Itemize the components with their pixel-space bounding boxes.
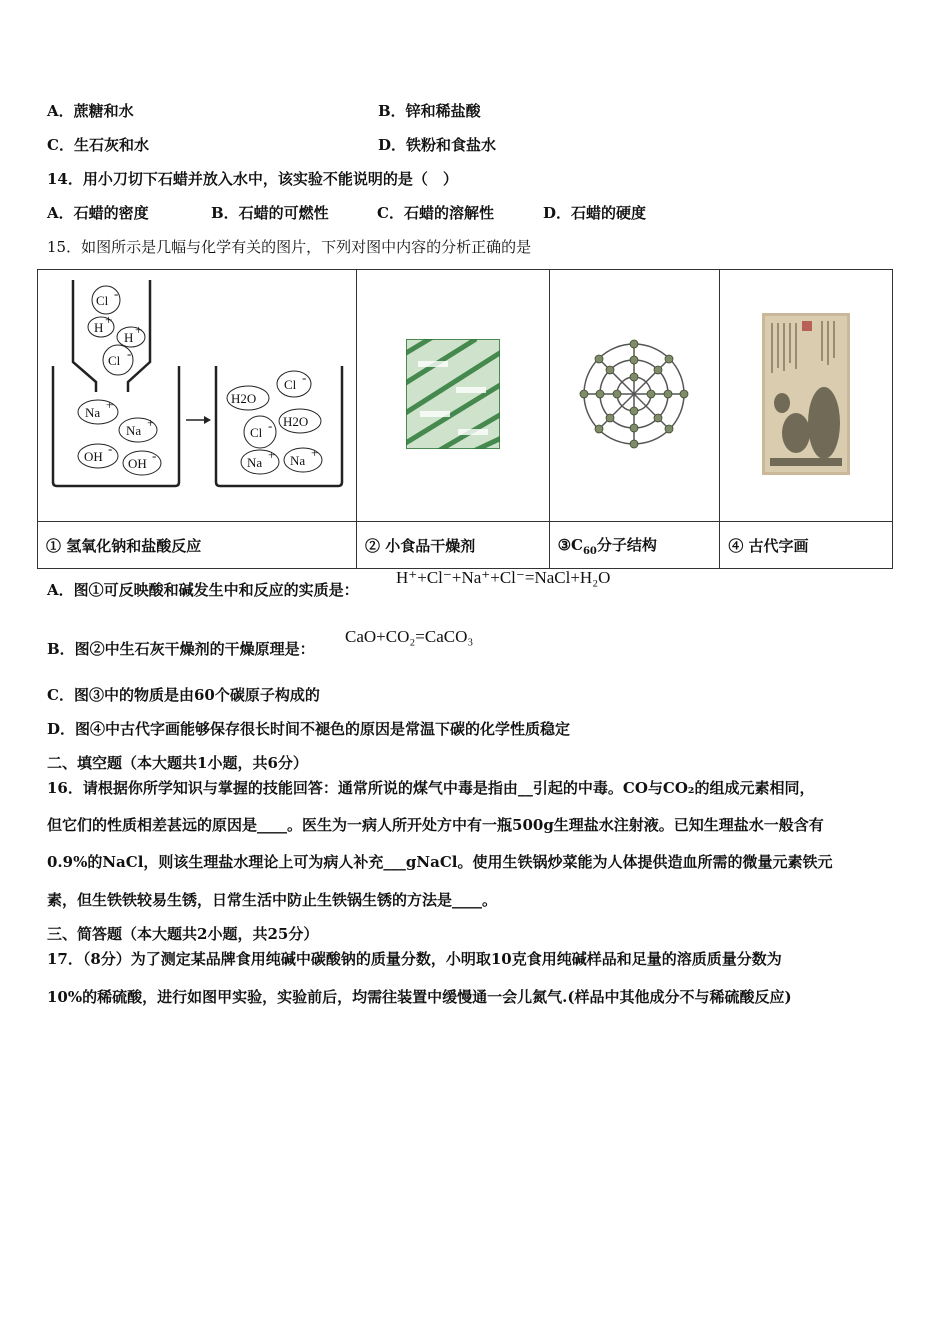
- q15-option-d: D．图④中古代字画能够保存很长时间不褪色的原因是常温下碳的化学性质稳定: [47, 720, 571, 738]
- svg-text:+: +: [135, 322, 143, 337]
- figure-1-cell: [38, 270, 357, 522]
- caption-4: ④ 古代字画: [720, 522, 893, 569]
- svg-text:+: +: [311, 445, 319, 460]
- q14-option-a: A．石蜡的密度: [47, 204, 149, 222]
- section-2-heading: 二、填空题（本大题共1小题，共6分）: [47, 754, 308, 772]
- q15-formula-b: CaO+CO₂=CaCO₃: [345, 627, 474, 646]
- ion-oh-1: OH: [84, 449, 103, 464]
- ion-cl-2: Cl: [108, 353, 121, 368]
- q15-figure-table: [37, 269, 893, 569]
- section-3-heading: 三、简答题（本大题共2小题，共25分）: [47, 925, 319, 943]
- caption-3: [549, 522, 720, 569]
- q16-line-1: 16．请根据你所学知识与掌握的技能回答：通常所说的煤气中毒是指由__引起的中毒。CO与CO₂的组成元素相同，: [47, 779, 815, 797]
- ion-h2o-1: H2O: [231, 391, 257, 406]
- figure-2-cell: [357, 270, 550, 522]
- ion-na-2: Na: [126, 423, 142, 438]
- c60-molecule-image: [578, 338, 690, 450]
- q13-option-a: A．蔗糖和水: [47, 102, 134, 120]
- desiccant-packet-image: [406, 339, 500, 449]
- svg-text:+: +: [105, 312, 113, 327]
- svg-text:-: -: [152, 448, 157, 463]
- q16-line-2: 但它们的性质相差甚远的原因是____。医生为一病人所开处方中有一瓶500g生理盐水注射液。已知生理盐水一般含有: [47, 816, 824, 834]
- ion-na-1: Na: [85, 405, 101, 420]
- ion-oh-2: OH: [128, 456, 147, 471]
- q14-stem: 14．用小刀切下石蜡并放入水中，该实验不能说明的是（ ）: [47, 170, 458, 188]
- caption-3-prefix: ③C: [557, 535, 583, 554]
- q14-option-b: B．石蜡的可燃性: [211, 204, 329, 222]
- q16-line-3: 0.9%的NaCl，则该生理盐水理论上可为病人补充___gNaCl。使用生铁锅炒菜能为人体提供造血所需的微量元素铁元: [47, 853, 833, 871]
- q15-stem: 15．如图所示是几幅与化学有关的图片，下列对图中内容的分析正确的是: [47, 238, 532, 256]
- svg-text:-: -: [268, 418, 273, 433]
- q16-line-4: 素，但生铁铁较易生锈，日常生活中防止生铁锅生锈的方法是____。: [47, 891, 498, 909]
- q13-option-c: C．生石灰和水: [47, 136, 149, 154]
- q15-option-c: C．图③中的物质是由60个碳原子构成的: [47, 686, 320, 704]
- ion-cl-4: Cl: [250, 425, 263, 440]
- svg-text:-: -: [114, 286, 119, 301]
- q13-option-b: B．锌和稀盐酸: [378, 102, 481, 120]
- q15-option-a: A．图①可反映酸和碱发生中和反应的实质是：: [47, 581, 359, 599]
- ion-na-4: Na: [290, 453, 306, 468]
- q14-option-c: C．石蜡的溶解性: [377, 204, 494, 222]
- figure-4-cell: [720, 270, 893, 522]
- ion-h-1: H: [94, 320, 104, 335]
- caption-3-sub: 60: [582, 545, 597, 557]
- ancient-painting-image: [762, 313, 850, 475]
- ion-cl-1: Cl: [96, 293, 109, 308]
- ion-cl-3: Cl: [284, 377, 297, 392]
- ion-na-3: Na: [247, 455, 263, 470]
- neutralization-diagram: [38, 270, 356, 517]
- q15-formula-a: H⁺+Cl⁻+Na⁺+Cl⁻=NaCl+H₂O: [396, 568, 611, 587]
- ion-h2o-2: H2O: [283, 414, 309, 429]
- caption-3-suffix: 分子结构: [596, 535, 657, 554]
- caption-1: ① 氢氧化钠和盐酸反应: [38, 522, 357, 569]
- caption-2: ② 小食品干燥剂: [357, 522, 550, 569]
- svg-text:-: -: [108, 441, 113, 456]
- svg-text:-: -: [127, 346, 132, 361]
- q15-option-b: B．图②中生石灰干燥剂的干燥原理是：: [47, 640, 315, 658]
- svg-text:-: -: [302, 370, 307, 385]
- svg-text:+: +: [268, 447, 276, 462]
- ion-h-2: H: [124, 330, 134, 345]
- q17-line-2: 10%的稀硫酸，进行如图甲实验，实验前后，均需往装置中缓慢通一会儿氮气.(样品中其他成分不与稀硫酸反应): [47, 988, 792, 1006]
- q14-option-d: D．石蜡的硬度: [543, 204, 647, 222]
- svg-text:+: +: [106, 397, 114, 412]
- svg-text:+: +: [147, 415, 155, 430]
- q17-line-1: 17．（8分）为了测定某品牌食用纯碱中碳酸钠的质量分数，小明取10克食用纯碱样品和足量的溶质质量分数为: [47, 950, 782, 968]
- figure-3-cell: [549, 270, 720, 522]
- q13-option-d: D．铁粉和食盐水: [378, 136, 497, 154]
